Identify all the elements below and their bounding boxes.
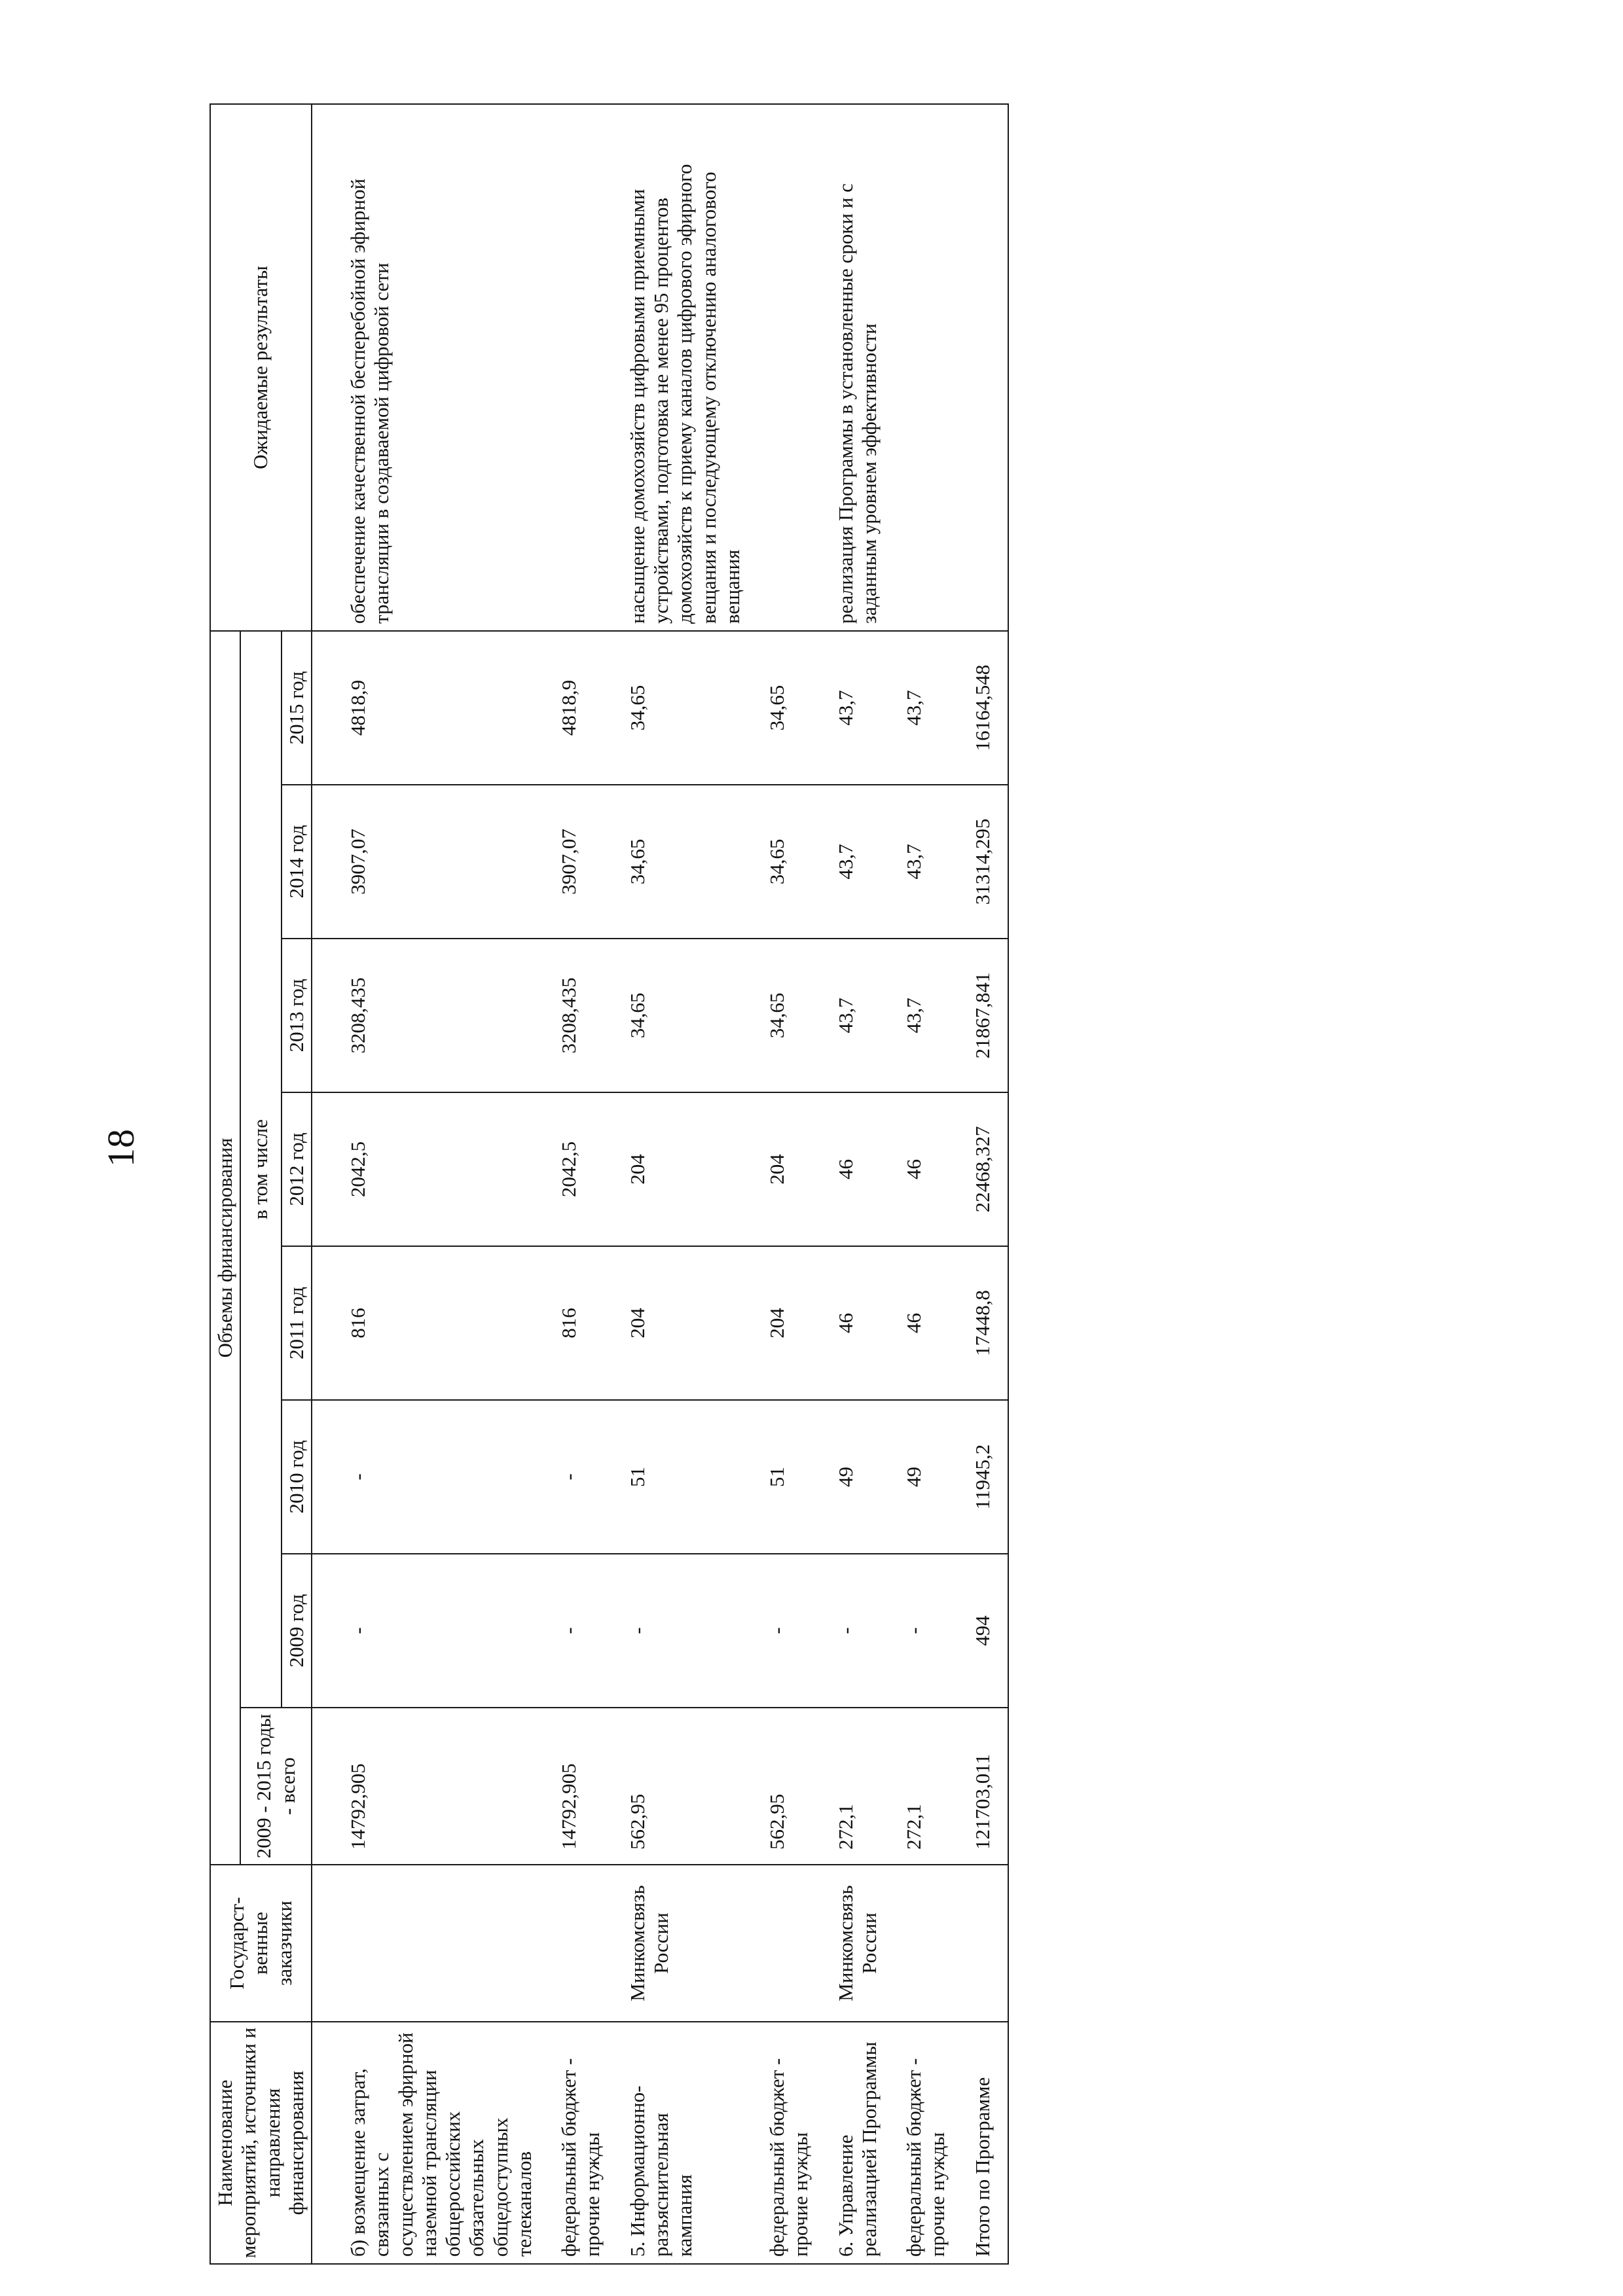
table-row <box>545 104 614 2264</box>
header-total: 2009 - 2015 годы - всего <box>240 1708 312 1865</box>
row-year-2013: 34,65 <box>614 939 754 1092</box>
header-including: в том числе <box>240 631 282 1708</box>
row-year-2010: 49 <box>822 1400 891 1554</box>
row-result <box>890 104 959 631</box>
row-year-2010: 49 <box>890 1400 959 1554</box>
row-total: 272,1 <box>890 1708 959 1865</box>
table-row <box>822 104 891 2264</box>
row-year-2012: 204 <box>754 1092 822 1246</box>
row-year-2011: 204 <box>614 1246 754 1400</box>
table-row <box>335 104 545 2264</box>
row-result <box>754 104 822 631</box>
row-customer <box>959 1865 1008 2022</box>
row-customer <box>890 1865 959 2022</box>
row-name: федеральный бюджет - прочие нужды <box>545 2022 614 2264</box>
row-year-2010: - <box>545 1400 614 1554</box>
row-total: 562,95 <box>754 1708 822 1865</box>
row-year-2012: 46 <box>822 1092 891 1246</box>
row-year-2010: 51 <box>614 1400 754 1554</box>
header-year-2009: 2009 год <box>282 1554 312 1708</box>
row-year-2011: 46 <box>822 1246 891 1400</box>
row-year-2014: 34,65 <box>754 785 822 939</box>
row-year-2013: 21867,841 <box>959 939 1008 1092</box>
header-year-2011: 2011 год <box>282 1246 312 1400</box>
row-name: 5. Информационно-разъяснительная кампания <box>614 2022 754 2264</box>
header-customers: Государст-венные заказчики <box>210 1865 312 2022</box>
row-total: 272,1 <box>822 1708 891 1865</box>
row-name: б) возмещение затрат, связанных с осуществлением эфирной наземной трансляции общероссийских обязательных общедоступных телеканалов <box>335 2022 545 2264</box>
row-year-2009: - <box>822 1554 891 1708</box>
header-funding: Объемы финансирования <box>210 631 240 1865</box>
row-customer <box>754 1865 822 2022</box>
header-year-2013: 2013 год <box>282 939 312 1092</box>
funding-table <box>210 103 1009 2265</box>
row-year-2015: 34,65 <box>754 631 822 785</box>
row-year-2015: 4818,9 <box>335 631 545 785</box>
page-number: 18 <box>100 1129 142 1167</box>
header-year-2012: 2012 год <box>282 1092 312 1246</box>
row-year-2011: 816 <box>545 1246 614 1400</box>
row-year-2014: 31314,295 <box>959 785 1008 939</box>
row-year-2012: 2042,5 <box>545 1092 614 1246</box>
row-year-2014: 3907,07 <box>335 785 545 939</box>
row-year-2009: - <box>335 1554 545 1708</box>
row-year-2013: 43,7 <box>890 939 959 1092</box>
row-year-2015: 43,7 <box>890 631 959 785</box>
row-result <box>545 104 614 631</box>
row-year-2014: 3907,07 <box>545 785 614 939</box>
row-name: 6. Управление реализацией Программы <box>822 2022 891 2264</box>
row-year-2011: 46 <box>890 1246 959 1400</box>
row-year-2012: 204 <box>614 1092 754 1246</box>
row-name: федеральный бюджет - прочие нужды <box>754 2022 822 2264</box>
row-customer <box>545 1865 614 2022</box>
row-result <box>959 104 1008 631</box>
row-year-2011: 816 <box>335 1246 545 1400</box>
row-result: насыщение домохозяйств цифровыми приемными устройствами, подготовка не менее 95 процентов домохозяйств к приему каналов цифрового эфирного вещания и последующему отключению аналогового вещания <box>614 104 754 631</box>
row-year-2009: - <box>545 1554 614 1708</box>
row-year-2014: 43,7 <box>822 785 891 939</box>
table-row-total <box>959 104 1008 2264</box>
row-name: федеральный бюджет - прочие нужды <box>890 2022 959 2264</box>
row-year-2010: 11945,2 <box>959 1400 1008 1554</box>
row-year-2009: - <box>614 1554 754 1708</box>
row-year-2015: 43,7 <box>822 631 891 785</box>
row-year-2013: 34,65 <box>754 939 822 1092</box>
row-year-2014: 34,65 <box>614 785 754 939</box>
row-year-2011: 17448,8 <box>959 1246 1008 1400</box>
table-header <box>210 104 312 2264</box>
table-row <box>614 104 754 2264</box>
table-row <box>754 104 822 2264</box>
row-total: 562,95 <box>614 1708 754 1865</box>
row-year-2013: 43,7 <box>822 939 891 1092</box>
header-name: Наименование мероприятий, источники и направления финансирования <box>210 2022 312 2264</box>
row-year-2010: 51 <box>754 1400 822 1554</box>
header-results: Ожидаемые результаты <box>210 104 312 631</box>
table-row <box>890 104 959 2264</box>
row-year-2013: 3208,435 <box>545 939 614 1092</box>
row-year-2009: - <box>754 1554 822 1708</box>
header-year-2014: 2014 год <box>282 785 312 939</box>
row-year-2015: 34,65 <box>614 631 754 785</box>
row-year-2012: 2042,5 <box>335 1092 545 1246</box>
row-year-2015: 4818,9 <box>545 631 614 785</box>
row-customer: Минкомсвязь России <box>614 1865 754 2022</box>
row-year-2010: - <box>335 1400 545 1554</box>
row-year-2012: 46 <box>890 1092 959 1246</box>
row-customer: Минкомсвязь России <box>822 1865 891 2022</box>
row-year-2013: 3208,435 <box>335 939 545 1092</box>
row-total: 121703,011 <box>959 1708 1008 1865</box>
row-year-2015: 16164,548 <box>959 631 1008 785</box>
row-year-2012: 22468,327 <box>959 1092 1008 1246</box>
header-year-2010: 2010 год <box>282 1400 312 1554</box>
row-name: Итого по Программе <box>959 2022 1008 2264</box>
row-year-2014: 43,7 <box>890 785 959 939</box>
row-total: 14792,905 <box>335 1708 545 1865</box>
row-result: реализация Программы в установленные сроки и с заданным уровнем эффективности <box>822 104 891 631</box>
table-body <box>312 104 1008 2264</box>
row-year-2011: 204 <box>754 1246 822 1400</box>
row-result: обеспечение качественной бесперебойной эфирной трансляции в создаваемой цифровой сети <box>335 104 545 631</box>
row-year-2009: 494 <box>959 1554 1008 1708</box>
header-year-2015: 2015 год <box>282 631 312 785</box>
row-year-2009: - <box>890 1554 959 1708</box>
row-total: 14792,905 <box>545 1708 614 1865</box>
row-customer <box>335 1865 545 2022</box>
table-spacer-row <box>312 104 335 2264</box>
rotated-table-container <box>210 105 1617 2265</box>
